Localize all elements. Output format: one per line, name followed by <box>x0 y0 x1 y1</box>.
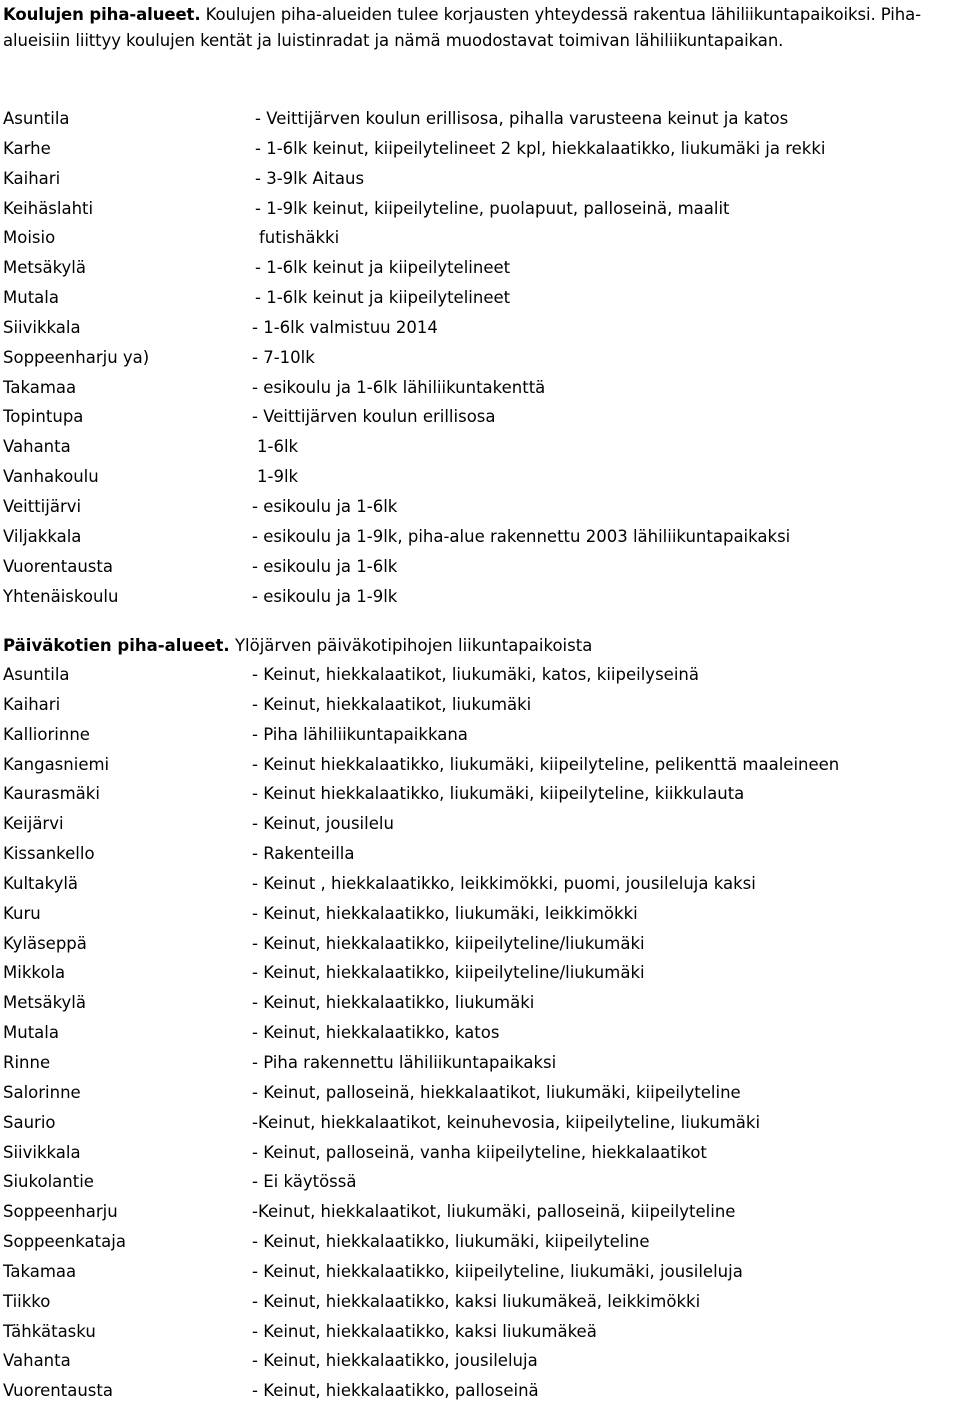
item-description: - Keinut hiekkalaatikko, liukumäki, kiipeilyteline, kiikkulauta <box>252 784 745 804</box>
item-description: - 1-6lk keinut ja kiipeilytelineet <box>255 288 511 308</box>
item-name: Kalliorinne <box>3 724 90 744</box>
item-name: Mutala <box>3 1023 59 1043</box>
list-item <box>3 1018 958 1048</box>
item-name: Vuorentausta <box>3 1381 113 1401</box>
list-item <box>3 283 958 313</box>
item-name: Topintupa <box>3 407 84 427</box>
list-item <box>3 164 958 194</box>
list-item <box>3 1227 958 1257</box>
list-item <box>3 402 958 432</box>
item-description: - 7-10lk <box>252 347 315 367</box>
list-item <box>3 988 958 1018</box>
item-description: - Keinut, hiekkalaatikot, liukumäki <box>252 694 532 714</box>
item-description: - Keinut , hiekkalaatikko, leikkimökki, puomi, jousileluja kaksi <box>252 873 756 893</box>
item-name: Kaihari <box>3 694 61 714</box>
list-item <box>3 313 958 343</box>
item-description: - Keinut, hiekkalaatikko, liukumäki, kiipeilyteline <box>252 1232 650 1252</box>
list-item <box>3 899 958 929</box>
item-description: - 3-9lk Aitaus <box>255 168 365 188</box>
list-item <box>3 432 958 462</box>
item-name: Kissankello <box>3 844 95 864</box>
item-description: - Rakenteilla <box>252 844 355 864</box>
item-name: Keihäslahti <box>3 198 94 218</box>
item-name: Soppeenkataja <box>3 1232 126 1252</box>
list-item <box>3 462 958 492</box>
list-item <box>3 1138 958 1168</box>
list-item <box>3 492 958 522</box>
list-item <box>3 134 958 164</box>
item-description: - Keinut, palloseinä, hiekkalaatikot, liukumäki, kiipeilyteline <box>252 1082 741 1102</box>
item-name: Siivikkala <box>3 317 81 337</box>
item-name: Salorinne <box>3 1082 81 1102</box>
item-description: - Veittijärven koulun erillisosa, pihalla varusteena keinut ja katos <box>255 109 789 128</box>
item-name: Kyläseppä <box>3 933 87 953</box>
daycares-list <box>3 660 958 1406</box>
list-item <box>3 194 958 224</box>
item-description: - esikoulu ja 1-6lk <box>252 556 398 576</box>
item-description: - Keinut, hiekkalaatikko, palloseinä <box>252 1381 539 1401</box>
list-item <box>3 779 958 809</box>
schools-list <box>3 104 958 611</box>
item-description: - Keinut, hiekkalaatikko, kiipeilyteline/liukumäki <box>252 933 645 953</box>
item-description: -Keinut, hiekkalaatikot, keinuhevosia, kiipeilyteline, liukumäki <box>252 1112 761 1132</box>
item-description: - Keinut, hiekkalaatikko, liukumäki, leikkimökki <box>252 903 638 923</box>
item-description: - 1-9lk keinut, kiipeilyteline, puolapuut, palloseinä, maalit <box>255 198 730 218</box>
list-item <box>3 582 958 612</box>
item-description: - Keinut, hiekkalaatikko, jousileluja <box>252 1351 538 1371</box>
item-name: Siukolantie <box>3 1172 94 1192</box>
item-name: Siivikkala <box>3 1142 81 1162</box>
item-name: Kaihari <box>3 168 61 188</box>
item-name: Vahanta <box>3 437 71 457</box>
list-item <box>3 253 958 283</box>
item-description: - 1-6lk keinut ja kiipeilytelineet <box>255 258 511 278</box>
item-description: - esikoulu ja 1-6lk <box>252 496 398 516</box>
list-item <box>3 373 958 403</box>
list-item <box>3 720 958 750</box>
item-name: Keijärvi <box>3 814 64 834</box>
item-name: Kangasniemi <box>3 754 110 774</box>
list-item <box>3 809 958 839</box>
item-description: - Keinut, hiekkalaatikko, kiipeilyteline, liukumäki, jousileluja <box>252 1261 743 1281</box>
item-name: Vanhakoulu <box>3 467 99 487</box>
item-description: - Keinut, hiekkalaatikko, kiipeilyteline/liukumäki <box>252 963 645 983</box>
item-name: Tiikko <box>3 1291 51 1311</box>
intro-text: Koulujen piha-alueiden tulee korjausten yhteydessä rakentua lähiliikuntapaikoiksi. Piha-alueisiin liittyy koulujen kentät ja luistinradat ja nämä muodostavat toimivan lähiliikuntapaikan. <box>3 5 921 50</box>
item-description: - Piha lähiliikuntapaikkana <box>252 724 468 744</box>
item-description: - esikoulu ja 1-9lk, piha-alue rakennettu 2003 lähiliikuntapaikaksi <box>252 526 791 546</box>
list-item <box>3 660 958 690</box>
item-name: Vahanta <box>3 1351 71 1371</box>
item-name: Takamaa <box>3 1261 77 1281</box>
daycare-section-heading <box>3 632 592 660</box>
item-description: - Ei käytössä <box>252 1172 357 1192</box>
list-item <box>3 750 958 780</box>
list-item <box>3 1197 958 1227</box>
item-name: Takamaa <box>3 377 77 397</box>
list-item <box>3 1346 958 1376</box>
item-name: Asuntila <box>3 665 70 684</box>
list-item <box>3 223 958 253</box>
item-name: Soppeenharju ya) <box>3 347 150 367</box>
item-description: - Keinut, hiekkalaatikko, katos <box>252 1023 500 1043</box>
item-name: Kultakylä <box>3 873 79 893</box>
list-item <box>3 1078 958 1108</box>
item-description: - Keinut, hiekkalaatikot, liukumäki, katos, kiipeilyseinä <box>252 665 699 684</box>
list-item <box>3 1048 958 1078</box>
list-item <box>3 839 958 869</box>
item-name: Tähkätasku <box>3 1321 96 1341</box>
item-name: Metsäkylä <box>3 993 86 1013</box>
list-item <box>3 1167 958 1197</box>
item-name: Mutala <box>3 288 59 308</box>
item-description: - Veittijärven koulun erillisosa <box>252 407 496 427</box>
item-description: - Keinut, palloseinä, vanha kiipeilyteline, hiekkalaatikot <box>252 1142 707 1162</box>
item-description: 1-9lk <box>257 467 299 487</box>
list-item <box>3 1257 958 1287</box>
list-item <box>3 552 958 582</box>
list-item <box>3 869 958 899</box>
daycare-section-title: Päiväkotien piha-alueet. <box>3 636 230 655</box>
item-description: - Keinut, hiekkalaatikko, liukumäki <box>252 993 535 1013</box>
item-description: - esikoulu ja 1-6lk lähiliikuntakenttä <box>252 377 546 397</box>
item-name: Metsäkylä <box>3 258 86 278</box>
item-name: Kuru <box>3 903 41 923</box>
item-name: Asuntila <box>3 109 70 128</box>
list-item <box>3 690 958 720</box>
item-description: - Keinut hiekkalaatikko, liukumäki, kiipeilyteline, pelikenttä maaleineen <box>252 754 840 774</box>
item-name: Kaurasmäki <box>3 784 100 804</box>
item-description: - 1-6lk valmistuu 2014 <box>252 317 438 337</box>
item-name: Mikkola <box>3 963 66 983</box>
list-item <box>3 1108 958 1138</box>
item-name: Vuorentausta <box>3 556 113 576</box>
item-description: 1-6lk <box>257 437 299 457</box>
item-name: Karhe <box>3 138 51 158</box>
list-item <box>3 1317 958 1347</box>
item-name: Moisio <box>3 228 56 248</box>
item-name: Saurio <box>3 1112 56 1132</box>
list-item <box>3 929 958 959</box>
item-description: -Keinut, hiekkalaatikot, liukumäki, palloseinä, kiipeilyteline <box>252 1202 736 1222</box>
item-name: Veittijärvi <box>3 496 82 516</box>
item-name: Viljakkala <box>3 526 82 546</box>
item-name: Yhtenäiskoulu <box>3 586 119 606</box>
list-item <box>3 343 958 373</box>
list-item <box>3 958 958 988</box>
list-item <box>3 1376 958 1406</box>
item-description: - Keinut, hiekkalaatikko, kaksi liukumäkeä <box>252 1321 597 1341</box>
item-description: - Keinut, jousilelu <box>252 814 394 834</box>
daycare-section-subtitle: Ylöjärven päiväkotipihojen liikuntapaikoista <box>229 636 593 655</box>
list-item <box>3 522 958 552</box>
list-item <box>3 104 958 134</box>
intro-title: Koulujen piha-alueet. <box>3 5 201 24</box>
item-name: Rinne <box>3 1052 51 1072</box>
intro-paragraph <box>3 2 958 54</box>
item-name: Soppeenharju <box>3 1202 118 1222</box>
item-description: - Piha rakennettu lähiliikuntapaikaksi <box>252 1052 557 1072</box>
item-description: - Keinut, hiekkalaatikko, kaksi liukumäkeä, leikkimökki <box>252 1291 701 1311</box>
list-item <box>3 1287 958 1317</box>
item-description: futishäkki <box>259 228 340 248</box>
item-description: - 1-6lk keinut, kiipeilytelineet 2 kpl, hiekkalaatikko, liukumäki ja rekki <box>255 138 826 158</box>
item-description: - esikoulu ja 1-9lk <box>252 586 398 606</box>
